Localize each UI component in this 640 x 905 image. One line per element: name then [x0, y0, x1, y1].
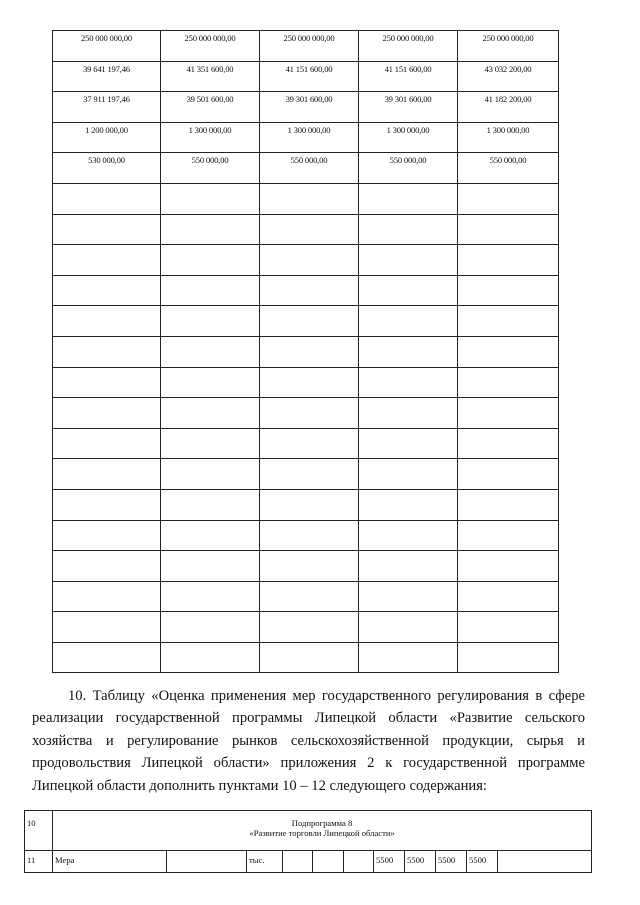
cell-value: 530 000,00	[88, 155, 125, 166]
table-cell	[161, 428, 260, 459]
table-cell	[458, 642, 559, 673]
table-row	[53, 336, 559, 367]
value-cell: 5500	[467, 851, 498, 873]
table-cell	[359, 245, 458, 276]
table-cell	[260, 459, 359, 490]
cell-value: 550 000,00	[290, 155, 328, 166]
cell-value: 37 911 197,46	[83, 94, 130, 105]
table-cell	[458, 61, 559, 92]
value-cell: 5500	[405, 851, 436, 873]
table-cell	[359, 459, 458, 490]
cell-value: 250 000 000,00	[482, 33, 534, 43]
cell-value: 39 301 600,00	[285, 94, 333, 105]
table-cell	[53, 551, 161, 582]
table-cell	[53, 520, 161, 551]
measures-table	[24, 810, 592, 873]
table-row	[53, 581, 559, 612]
table-cell	[260, 183, 359, 214]
table-cell	[161, 489, 260, 520]
table-row	[53, 306, 559, 337]
table-cell	[458, 612, 559, 643]
cell-value: 1 300 000,00	[486, 124, 530, 135]
table-cell	[161, 398, 260, 429]
table-cell	[53, 398, 161, 429]
table-row	[53, 245, 559, 276]
table-cell	[53, 581, 161, 612]
table-cell	[458, 336, 559, 367]
table-cell	[53, 489, 161, 520]
table-cell	[458, 306, 559, 337]
table-cell	[458, 551, 559, 582]
table-cell	[161, 551, 260, 582]
table-cell	[359, 153, 458, 184]
table-cell	[458, 92, 559, 123]
table-cell	[344, 851, 374, 873]
table-cell	[161, 520, 260, 551]
cell-value: 41 151 600,00	[285, 63, 333, 74]
table-cell	[53, 275, 161, 306]
table-cell	[260, 612, 359, 643]
table-row	[53, 428, 559, 459]
table-cell	[161, 367, 260, 398]
table-cell	[53, 459, 161, 490]
table-cell	[161, 214, 260, 245]
subprogram-title-line1: Подпрограмма 8	[291, 818, 353, 828]
table-row	[53, 214, 559, 245]
table-row	[53, 398, 559, 429]
table-row	[53, 183, 559, 214]
table-cell	[359, 520, 458, 551]
table-cell	[161, 122, 260, 153]
table-row	[53, 642, 559, 673]
cell-value: 39 301 600,00	[384, 94, 432, 105]
budget-table	[52, 30, 559, 673]
table-cell	[283, 851, 313, 873]
table-cell	[359, 581, 458, 612]
table-cell	[359, 31, 458, 62]
table-cell	[359, 612, 458, 643]
table-cell	[161, 642, 260, 673]
table-cell	[359, 489, 458, 520]
table-cell	[53, 92, 161, 123]
table-row	[53, 489, 559, 520]
measure-cell: Мера	[53, 851, 167, 873]
budget-table-body	[53, 31, 559, 673]
table-row	[53, 275, 559, 306]
table-cell	[53, 153, 161, 184]
table-cell	[53, 612, 161, 643]
table-row	[53, 122, 559, 153]
table-cell	[359, 92, 458, 123]
unit-cell: тыс.	[247, 851, 283, 873]
cell-value: 250 000 000,00	[81, 33, 132, 43]
table-row	[53, 459, 559, 490]
table-cell	[458, 183, 559, 214]
table-cell	[53, 336, 161, 367]
cell-value: 250 000 000,00	[382, 33, 434, 43]
table-cell	[260, 336, 359, 367]
table-cell	[161, 61, 260, 92]
subprogram-title-line2: «Развитие торговли Липецкой области»	[249, 828, 395, 839]
table-cell	[260, 306, 359, 337]
table-cell	[359, 398, 458, 429]
table-cell	[260, 92, 359, 123]
cell-value: 1 200 000,00	[85, 124, 128, 135]
cell-value: 550 000,00	[389, 155, 427, 166]
table-cell	[498, 851, 592, 873]
table-cell	[359, 306, 458, 337]
value-cell: 5500	[374, 851, 405, 873]
table-cell	[359, 122, 458, 153]
table-row	[25, 851, 592, 873]
table-cell	[359, 367, 458, 398]
table-cell	[458, 31, 559, 62]
table-cell	[458, 428, 559, 459]
row-number: 10	[25, 811, 53, 851]
table-cell	[359, 275, 458, 306]
row-number: 11	[25, 851, 53, 873]
cell-value: 250 000 000,00	[184, 33, 236, 43]
table-cell	[458, 122, 559, 153]
subprogram-title	[53, 811, 592, 851]
table-cell	[161, 153, 260, 184]
table-cell	[260, 153, 359, 184]
table-cell	[260, 245, 359, 276]
table-cell	[161, 183, 260, 214]
cell-value: 43 032 200,00	[484, 63, 532, 74]
table-cell	[260, 581, 359, 612]
table-cell	[359, 551, 458, 582]
cell-value: 250 000 000,00	[283, 33, 335, 43]
table-cell	[260, 214, 359, 245]
table-cell	[53, 367, 161, 398]
table-cell	[161, 31, 260, 62]
amendment-paragraph: 10. Таблицу «Оценка применения мер государственного регулирования в сфере реализации государственной программы Липецкой области «Развитие сельского хозяйства и регулирование рынков сельскохозяйственной продукции, сырья и продовольствия Липецкой области» приложения 2 к государственной программе Липецкой области дополнить пунктами 10 – 12 следующего содержания:	[32, 688, 585, 794]
table-cell	[161, 275, 260, 306]
table-cell	[359, 642, 458, 673]
table-cell	[458, 398, 559, 429]
table-cell	[260, 642, 359, 673]
table-cell	[359, 214, 458, 245]
table-cell	[161, 612, 260, 643]
table-cell	[458, 520, 559, 551]
table-cell	[53, 428, 161, 459]
table-row	[53, 61, 559, 92]
table-row	[53, 31, 559, 62]
table-cell	[359, 336, 458, 367]
table-cell	[167, 851, 247, 873]
table-cell	[53, 245, 161, 276]
cell-value: 1 300 000,00	[188, 124, 232, 135]
table-row	[53, 92, 559, 123]
table-cell	[161, 306, 260, 337]
table-cell	[458, 489, 559, 520]
cell-value: 1 300 000,00	[287, 124, 331, 135]
cell-value: 39 641 197,46	[83, 63, 130, 74]
table-row	[53, 551, 559, 582]
table-cell	[359, 183, 458, 214]
table-cell	[161, 336, 260, 367]
table-row	[53, 520, 559, 551]
cell-value: 39 501 600,00	[186, 94, 234, 105]
table-row	[53, 612, 559, 643]
table-cell	[260, 367, 359, 398]
table-cell	[458, 275, 559, 306]
table-cell	[260, 520, 359, 551]
table-cell	[260, 428, 359, 459]
table-cell	[260, 489, 359, 520]
table-cell	[161, 245, 260, 276]
table-cell	[161, 92, 260, 123]
table-row	[53, 367, 559, 398]
cell-value: 41 351 600,00	[186, 63, 234, 74]
table-cell	[53, 642, 161, 673]
table-cell	[260, 122, 359, 153]
table-cell	[458, 214, 559, 245]
table-cell	[458, 581, 559, 612]
table-cell	[53, 306, 161, 337]
table-row	[25, 811, 592, 851]
table-cell	[260, 61, 359, 92]
table-cell	[458, 367, 559, 398]
table-cell	[313, 851, 344, 873]
table-cell	[53, 61, 161, 92]
table-cell	[53, 31, 161, 62]
table-cell	[458, 153, 559, 184]
table-cell	[260, 275, 359, 306]
table-cell	[260, 551, 359, 582]
table-cell	[260, 398, 359, 429]
table-row	[53, 153, 559, 184]
cell-value: 41 182 200,00	[484, 94, 532, 105]
cell-value: 550 000,00	[191, 155, 229, 166]
cell-value: 550 000,00	[489, 155, 527, 166]
cell-value: 1 300 000,00	[386, 124, 430, 135]
table-cell	[53, 122, 161, 153]
table-cell	[458, 459, 559, 490]
table-cell	[53, 183, 161, 214]
value-cell: 5500	[436, 851, 467, 873]
table-cell	[260, 31, 359, 62]
table-cell	[161, 581, 260, 612]
table-cell	[53, 214, 161, 245]
table-cell	[458, 245, 559, 276]
table-cell	[161, 459, 260, 490]
table-cell	[359, 428, 458, 459]
table-cell	[359, 61, 458, 92]
cell-value: 41 151 600,00	[384, 63, 432, 74]
